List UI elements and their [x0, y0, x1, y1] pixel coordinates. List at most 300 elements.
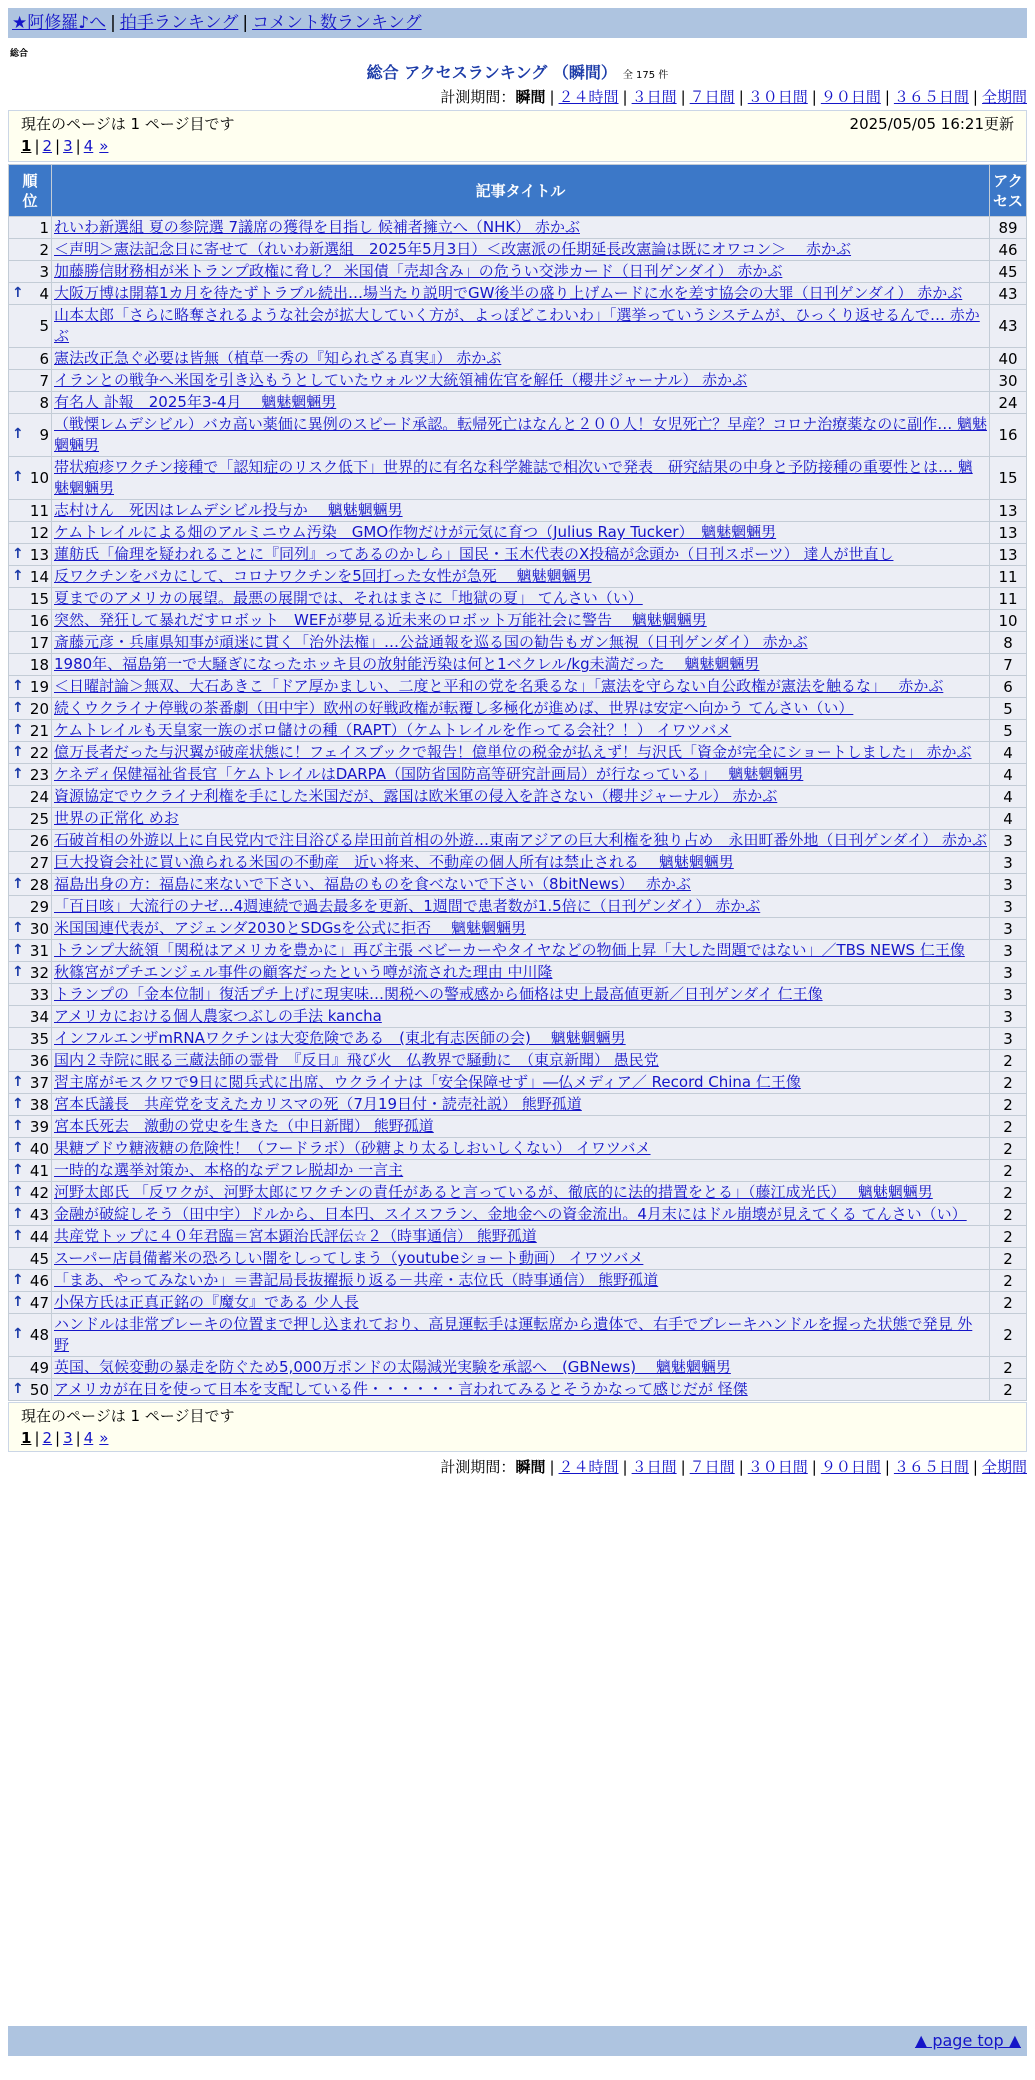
period-option[interactable]: ３０日間 — [747, 1458, 808, 1476]
access-count: 2 — [990, 1292, 1027, 1314]
title-cell — [52, 940, 990, 962]
article-link[interactable]: 有名人 訃報 2025年3-4月 魑魅魍魎男 — [54, 393, 337, 411]
next-page-link[interactable]: » — [99, 1429, 109, 1447]
access-count: 43 — [990, 283, 1027, 305]
article-link[interactable]: 「百日咳」大流行のナゼ…4週連続で過去最多を更新、1週間で患者数が1.5倍に（日刊ゲンダイ） 赤かぶ — [54, 897, 761, 915]
title-cell — [52, 698, 990, 720]
rank-up-arrow-icon: ↑ — [12, 1139, 24, 1156]
rank-cell — [9, 1006, 52, 1028]
rank-up-arrow-icon: ↑ — [12, 1227, 24, 1244]
article-link[interactable]: 憲法改正急ぐ必要は皆無（植草一秀の『知られざる真実』） 赤かぶ — [54, 349, 502, 367]
page-link[interactable]: 3 — [63, 1429, 73, 1447]
article-link[interactable]: 河野太郎氏 「反ワクが、河野太郎にワクチンの責任があると言っているが、徹底的に法的措置をとる」（藤江成光氏） 魑魅魍魎男 — [54, 1183, 933, 1201]
table-row — [9, 544, 1027, 566]
article-link[interactable]: 反ワクチンをバカにして、コロナワクチンを5回打った女性が急死 魑魅魍魎男 — [54, 567, 592, 585]
rank-number: 16 — [29, 611, 49, 630]
article-link[interactable]: 続くウクライナ停戦の茶番劇（田中宇）欧州の好戦政権が転覆し多極化が進めば、世界は安定へ向かう てんさい（い） — [54, 699, 854, 717]
period-option[interactable]: ３６５日間 — [893, 1458, 969, 1476]
article-link[interactable]: 小保方氏は正真正銘の『魔女』である 少人長 — [54, 1293, 359, 1311]
title-cell — [52, 566, 990, 588]
title-cell — [52, 1292, 990, 1314]
article-link[interactable]: 山本太郎「さらに略奪されるような社会が拡大していく方が、よっぽどこわいわ」「選挙っていうシステムが、ひっくり返せるんで… 赤かぶ — [54, 306, 980, 345]
title-cell — [52, 1138, 990, 1160]
period-option[interactable]: ２４時間 — [558, 88, 619, 106]
rank-number: 24 — [29, 787, 49, 806]
rank-number: 23 — [29, 765, 49, 784]
access-count: 3 — [990, 962, 1027, 984]
title-cell — [52, 1226, 990, 1248]
pagination: 1 | 2 | 3 | 4 » — [21, 137, 109, 155]
rank-cell — [9, 984, 52, 1006]
table-row — [9, 1160, 1027, 1182]
rank-cell — [9, 962, 52, 984]
rank-number: 15 — [29, 589, 49, 608]
article-link[interactable]: 蓮舫氏「倫理を疑われることに『同列』ってあるのかしら」国民・玉木代表のX投稿が念頭か（日刊スポーツ） 達人が世直し — [54, 545, 894, 563]
table-row — [9, 984, 1027, 1006]
access-count: 3 — [990, 1006, 1027, 1028]
access-count: 2 — [990, 1204, 1027, 1226]
rank-cell — [9, 1314, 52, 1357]
table-row — [9, 1292, 1027, 1314]
title-cell — [52, 370, 990, 392]
current-page: 1 — [21, 1429, 32, 1447]
rank-number: 36 — [29, 1051, 49, 1070]
rank-number: 46 — [29, 1271, 49, 1290]
title-cell — [52, 348, 990, 370]
title-cell — [52, 588, 990, 610]
access-count: 4 — [990, 764, 1027, 786]
access-count: 2 — [990, 1072, 1027, 1094]
rank-cell — [9, 370, 52, 392]
table-row — [9, 1006, 1027, 1028]
article-link[interactable]: 「まあ、やってみないか」＝書記局長抜擢振り返る－共産・志位氏（時事通信） 熊野孤道 — [54, 1271, 659, 1289]
article-link[interactable]: 夏までのアメリカの展望。最悪の展開では、それはまさに「地獄の夏」 てんさい（い） — [54, 589, 643, 607]
table-row — [9, 305, 1027, 348]
rank-cell — [9, 217, 52, 239]
access-count: 8 — [990, 632, 1027, 654]
current-page: 1 — [21, 137, 32, 155]
title-cell — [52, 962, 990, 984]
access-count: 4 — [990, 742, 1027, 764]
rank-number: 26 — [29, 831, 49, 850]
rank-cell — [9, 1116, 52, 1138]
title-cell — [52, 830, 990, 852]
rank-up-arrow-icon: ↑ — [12, 1205, 24, 1222]
rank-number: 12 — [29, 523, 49, 542]
rank-number: 21 — [29, 721, 49, 740]
table-row — [9, 896, 1027, 918]
article-link[interactable]: 加藤勝信財務相が米トランプ政権に脅し？ 米国債「売却含み」の危うい交渉カード（日刊ゲンダイ） 赤かぶ — [54, 262, 783, 280]
title-cell — [52, 1182, 990, 1204]
title-cell — [52, 414, 990, 457]
access-count: 2 — [990, 1270, 1027, 1292]
rank-cell — [9, 676, 52, 698]
article-link[interactable]: 世界の正常化 めお — [54, 809, 179, 827]
rank-cell — [9, 918, 52, 940]
access-count: 3 — [990, 984, 1027, 1006]
rank-up-arrow-icon: ↑ — [12, 1326, 24, 1342]
table-row — [9, 1138, 1027, 1160]
rank-cell — [9, 348, 52, 370]
rank-number: 11 — [29, 501, 49, 520]
rank-up-arrow-icon: ↑ — [12, 469, 24, 485]
rank-cell — [9, 283, 52, 305]
rank-cell — [9, 1094, 52, 1116]
title-cell — [52, 1357, 990, 1379]
footer-bar — [8, 2026, 1027, 2056]
article-link[interactable]: 宮本氏死去 激動の党史を生きた（中日新聞） 熊野孤道 — [54, 1117, 434, 1135]
access-count: 15 — [990, 457, 1027, 500]
rank-number: 20 — [29, 699, 49, 718]
title-cell — [52, 1094, 990, 1116]
table-row — [9, 1116, 1027, 1138]
rank-number: 27 — [29, 853, 49, 872]
rank-up-arrow-icon: ↑ — [12, 284, 24, 301]
table-row — [9, 1226, 1027, 1248]
rank-up-arrow-icon: ↑ — [12, 426, 24, 442]
article-link[interactable]: （戦慄レムデシビル）バカ高い薬価に異例のスピード承認。転帰死亡はなんと２００人！女児死亡？早産？コロナ治療薬なのに副作… 魑魅魍魎男 — [54, 415, 987, 454]
page-link[interactable]: 4 — [83, 1429, 94, 1447]
rank-up-arrow-icon: ↑ — [12, 1117, 24, 1134]
table-row — [9, 217, 1027, 239]
title-cell — [52, 1314, 990, 1357]
period-option[interactable]: ３日間 — [631, 88, 677, 106]
table-row — [9, 940, 1027, 962]
rank-cell — [9, 874, 52, 896]
rank-number: 17 — [29, 633, 49, 652]
article-link[interactable]: アメリカにおける個人農家つぶしの手法 kancha — [54, 1007, 382, 1025]
title-cell — [52, 305, 990, 348]
article-link[interactable]: 大阪万博は開幕1カ月を待たずトラブル続出…場当たり説明でGW後半の盛り上げムードに水を差す協会の大罪（日刊ゲンダイ） 赤かぶ — [54, 284, 963, 302]
table-row — [9, 239, 1027, 261]
rank-number: 14 — [29, 567, 49, 586]
access-count: 43 — [990, 305, 1027, 348]
article-link[interactable]: 英国、気候変動の暴走を防ぐため5,000万ポンドの太陽減光実験を承認へ (GBNews) 魑魅魍魎男 — [54, 1358, 731, 1376]
title-cell — [52, 984, 990, 1006]
access-count: 3 — [990, 940, 1027, 962]
rank-cell — [9, 522, 52, 544]
table-row — [9, 962, 1027, 984]
rank-up-arrow-icon: ↑ — [12, 545, 24, 562]
page-link[interactable]: 4 — [83, 137, 94, 155]
access-count: 5 — [990, 720, 1027, 742]
period-option[interactable]: ９０日間 — [820, 88, 881, 106]
article-link[interactable]: アメリカが在日を使って日本を支配している件・・・・・・言われてみるとそうかなって感じだが 怪傑 — [54, 1380, 748, 1398]
rank-cell — [9, 588, 52, 610]
access-count: 4 — [990, 786, 1027, 808]
article-link[interactable]: 突然、発狂して暴れだすロボット WEFが夢見る近未来のロボット万能社会に警告 魑魅魍魎男 — [54, 611, 707, 629]
article-link[interactable]: 共産党トップに４０年君臨＝宮本顕治氏評伝☆２（時事通信） 熊野孤道 — [54, 1227, 537, 1245]
article-link[interactable]: ハンドルは非常ブレーキの位置まで押し込まれており、高見運転手は運転席から遺体で、右手でブレーキハンドルを握った状態で発見 外野 — [54, 1315, 973, 1354]
title-cell — [52, 239, 990, 261]
page-link[interactable]: 3 — [63, 137, 73, 155]
rank-up-arrow-icon: ↑ — [12, 721, 24, 738]
item-count: 全 175 件 — [622, 70, 669, 81]
table-row — [9, 852, 1027, 874]
rank-number: 25 — [29, 809, 49, 828]
rank-cell — [9, 1357, 52, 1379]
access-column-header: アクセス — [990, 165, 1027, 217]
access-count: 2 — [990, 1138, 1027, 1160]
rank-up-arrow-icon: ↑ — [12, 1073, 24, 1090]
rank-cell — [9, 305, 52, 348]
article-link[interactable]: トランプ大統領「関税はアメリカを豊かに」再び主張 ベビーカーやタイヤなどの物価上昇「大した問題ではない」／TBS NEWS 仁王像 — [54, 941, 965, 959]
access-count: 24 — [990, 392, 1027, 414]
rank-number: 2 — [39, 240, 49, 259]
rank-number: 1 — [39, 218, 49, 237]
title-cell — [52, 500, 990, 522]
article-link[interactable]: 斎藤元彦・兵庫県知事が頑迷に貫く「治外法権」…公益通報を巡る国の勧告もガン無視（日刊ゲンダイ） 赤かぶ — [54, 633, 808, 651]
title-cell — [52, 632, 990, 654]
article-link[interactable]: 果糖ブドウ糖液糖の危険性！（フードラボ）（砂糖より太るしおいしくない） イワツバメ — [54, 1139, 651, 1157]
article-link[interactable]: 志村けん 死因はレムデシビル投与か 魑魅魍魎男 — [54, 501, 403, 519]
article-link[interactable]: 1980年、福島第一で大騒ぎになったホッキ貝の放射能汚染は何と1ベクレル/kg未満だった 魑魅魍魎男 — [54, 655, 760, 673]
article-link[interactable]: トランプの「金本位制」復活プチ上げに現実味…関税への警戒感から価格は史上最高値更新／日刊ゲンダイ 仁王像 — [54, 985, 823, 1003]
rank-up-arrow-icon: ↑ — [12, 1095, 24, 1112]
article-link[interactable]: ケムトレイルも天皇家一族のボロ儲けの種（RAPT）（ケムトレイルを作ってる会社？！） イワツバメ — [54, 721, 732, 739]
title-cell — [52, 742, 990, 764]
table-row — [9, 720, 1027, 742]
table-row — [9, 261, 1027, 283]
table-row — [9, 522, 1027, 544]
rank-up-arrow-icon: ↑ — [12, 919, 24, 936]
article-link[interactable]: スーパー店員備蓄米の恐ろしい闇をしってしまう（youtubeショート動画） イワツバメ — [54, 1249, 644, 1267]
title-cell — [52, 1248, 990, 1270]
comment-ranking-link[interactable]: コメント数ランキング — [252, 13, 422, 33]
access-count: 2 — [990, 1357, 1027, 1379]
rank-up-arrow-icon: ↑ — [12, 1183, 24, 1200]
rank-up-arrow-icon: ↑ — [12, 963, 24, 980]
rank-cell — [9, 544, 52, 566]
table-row — [9, 786, 1027, 808]
section-label: 総合 — [10, 49, 29, 59]
ranking-title: 総合 アクセスランキング （瞬間） — [366, 63, 617, 82]
page-top-link[interactable]: ▲ page top ▲ — [914, 2031, 1021, 2050]
rank-cell — [9, 1204, 52, 1226]
table-row — [9, 1094, 1027, 1116]
rank-number: 49 — [29, 1358, 49, 1377]
title-cell — [52, 610, 990, 632]
article-link[interactable]: れいわ新選組 夏の参院選 7議席の獲得を目指し 候補者擁立へ（NHK） 赤かぶ — [54, 218, 580, 236]
table-row — [9, 1072, 1027, 1094]
table-row — [9, 1182, 1027, 1204]
table-row — [9, 808, 1027, 830]
access-count: 16 — [990, 414, 1027, 457]
period-selector-top: 計測期間：瞬間 | ２４時間 | ３日間 | ７日間 | ３０日間 | ９０日間 | ３６５日間 | 全期間 — [440, 88, 1027, 106]
access-count: 3 — [990, 896, 1027, 918]
article-link[interactable]: 巨大投資会社に買い漁られる米国の不動産 近い将来、不動産の個人所有は禁止される 魑魅魍魎男 — [54, 853, 734, 871]
article-link[interactable]: 宮本氏議長 共産党を支えたカリスマの死（7月19日付・読売社説） 熊野孤道 — [54, 1095, 582, 1113]
period-option[interactable]: ３０日間 — [747, 88, 808, 106]
article-link[interactable]: 米国国連代表が、アジェンダ2030とSDGsを公式に拒否 魑魅魍魎男 — [54, 919, 526, 937]
title-cell — [52, 786, 990, 808]
rank-up-arrow-icon: ↑ — [12, 1293, 24, 1310]
title-cell — [52, 720, 990, 742]
table-row — [9, 348, 1027, 370]
rank-cell — [9, 457, 52, 500]
title-cell — [52, 217, 990, 239]
title-cell — [52, 1270, 990, 1292]
rank-number: 34 — [29, 1007, 49, 1026]
table-row — [9, 566, 1027, 588]
rank-number: 42 — [29, 1183, 49, 1202]
title-cell — [52, 852, 990, 874]
rank-number: 40 — [29, 1139, 49, 1158]
article-link[interactable]: 一時的な選挙対策か、本格的なデフレ脱却か 一言主 — [54, 1161, 404, 1179]
rank-column-header: 順位 — [9, 165, 52, 217]
rank-cell — [9, 896, 52, 918]
access-count: 2 — [990, 1182, 1027, 1204]
rank-number: 38 — [29, 1095, 49, 1114]
rank-number: 45 — [29, 1249, 49, 1268]
title-column-header: 記事タイトル — [52, 165, 990, 217]
title-cell — [52, 1379, 990, 1401]
access-count: 6 — [990, 676, 1027, 698]
rank-number: 18 — [29, 655, 49, 674]
title-cell — [52, 1160, 990, 1182]
article-link[interactable]: ケネディ保健福祉省長官「ケムトレイルはDARPA（国防省国防高等研究計画局）が行なっている」 魑魅魍魎男 — [54, 765, 804, 783]
rank-cell — [9, 566, 52, 588]
period-option[interactable]: ２４時間 — [558, 1458, 619, 1476]
title-cell — [52, 1050, 990, 1072]
access-count: 45 — [990, 261, 1027, 283]
access-count: 4 — [990, 808, 1027, 830]
update-timestamp: 2025/05/05 16:21更新 — [849, 115, 1014, 133]
article-link[interactable]: 福島出身の方：福島に来ないで下さい、福島のものを食べないで下さい（8bitNews） 赤かぶ — [54, 875, 691, 893]
pagination: 1 | 2 | 3 | 4 » — [21, 1429, 109, 1447]
rank-cell — [9, 1182, 52, 1204]
rank-cell — [9, 1028, 52, 1050]
rank-up-arrow-icon: ↑ — [12, 677, 24, 694]
table-row — [9, 874, 1027, 896]
rank-cell — [9, 261, 52, 283]
title-cell — [52, 896, 990, 918]
article-link[interactable]: 帯状疱疹ワクチン接種で「認知症のリスク低下」世界的に有名な科学雑誌で相次いで発表 研究結果の中身と予防接種の重要性とは… 魑魅魍魎男 — [54, 458, 973, 497]
access-count: 2 — [990, 1160, 1027, 1182]
table-row — [9, 632, 1027, 654]
rank-up-arrow-icon: ↑ — [12, 1271, 24, 1288]
table-row — [9, 1028, 1027, 1050]
title-cell — [52, 676, 990, 698]
rank-cell — [9, 1050, 52, 1072]
rank-cell — [9, 830, 52, 852]
rank-number: 39 — [29, 1117, 49, 1136]
title-cell — [52, 261, 990, 283]
access-count: 11 — [990, 566, 1027, 588]
rank-number: 37 — [29, 1073, 49, 1092]
title-cell — [52, 1028, 990, 1050]
access-count: 2 — [990, 1050, 1027, 1072]
rank-number: 47 — [29, 1293, 49, 1312]
period-option[interactable]: 全期間 — [981, 88, 1027, 106]
rank-cell — [9, 940, 52, 962]
article-link[interactable]: ＜日曜討論＞無双、大石あきこ「ドア厚かましい、二度と平和の党を名乗るな」「憲法を守らない自公政権が憲法を触るな」 赤かぶ — [54, 677, 944, 695]
access-count: 10 — [990, 610, 1027, 632]
rank-cell — [9, 1072, 52, 1094]
rank-cell — [9, 1248, 52, 1270]
rank-up-arrow-icon: ↑ — [12, 875, 24, 892]
period-option[interactable]: ３日間 — [631, 1458, 677, 1476]
applause-ranking-link[interactable]: 拍手ランキング — [119, 13, 239, 33]
access-count: 3 — [990, 874, 1027, 896]
article-link[interactable]: 秋篠宮がプチエンジェル事件の顧客だったという噂が流された理由 中川隆 — [54, 963, 553, 981]
article-link[interactable]: インフルエンザmRNAワクチンは大変危険である (東北有志医師の会) 魑魅魍魎男 — [54, 1029, 626, 1047]
period-label: 計測期間： — [440, 88, 516, 106]
rank-number: 41 — [29, 1161, 49, 1180]
rank-number: 9 — [39, 426, 49, 444]
access-count: 3 — [990, 830, 1027, 852]
title-cell — [52, 874, 990, 896]
rank-number: 32 — [29, 963, 49, 982]
rank-number: 19 — [29, 677, 49, 696]
table-row — [9, 1050, 1027, 1072]
article-link[interactable]: 習主席がモスクワで9日に閲兵式に出席、ウクライナは「安全保障せず」―仏メディア／ Record China 仁王像 — [54, 1073, 801, 1091]
article-link[interactable]: ケムトレイルによる畑のアルミニウム汚染 GMO作物だけが元気に育つ（Julius Ray Tucker） 魑魅魍魎男 — [54, 523, 777, 541]
table-row — [9, 654, 1027, 676]
article-link[interactable]: イランとの戦争へ米国を引き込もうとしていたウォルツ大統領補佐官を解任（櫻井ジャーナル） 赤かぶ — [54, 371, 748, 389]
page-title — [0, 60, 1035, 83]
table-row — [9, 1379, 1027, 1401]
rank-cell — [9, 1292, 52, 1314]
page-link[interactable]: 2 — [42, 137, 53, 155]
rank-number: 3 — [39, 262, 49, 281]
home-link[interactable]: ★阿修羅♪へ — [12, 13, 107, 33]
period-option[interactable]: 全期間 — [981, 1458, 1027, 1476]
next-page-link[interactable]: » — [99, 137, 109, 155]
table-row — [9, 457, 1027, 500]
period-option[interactable]: ７日間 — [689, 1458, 735, 1476]
rank-number: 33 — [29, 985, 49, 1004]
rank-number: 4 — [39, 284, 49, 303]
title-cell — [52, 522, 990, 544]
rank-up-arrow-icon: ↑ — [12, 1161, 24, 1178]
rank-number: 48 — [29, 1326, 49, 1344]
access-count: 2 — [990, 1226, 1027, 1248]
article-link[interactable]: 石破首相の外遊以上に自民党内で注目浴びる岸田前首相の外遊…東南アジアの巨大利権を独り占め 永田町番外地（日刊ゲンダイ） 赤かぶ — [54, 831, 987, 849]
rank-cell — [9, 852, 52, 874]
article-link[interactable]: 資源協定でウクライナ利権を手にした米国だが、露国は欧米軍の侵入を許さない（櫻井ジャーナル） 赤かぶ — [54, 787, 778, 805]
rank-up-arrow-icon: ↑ — [12, 765, 24, 782]
rank-number: 31 — [29, 941, 49, 960]
table-row — [9, 764, 1027, 786]
period-option[interactable]: ９０日間 — [820, 1458, 881, 1476]
rank-number: 43 — [29, 1205, 49, 1224]
rank-cell — [9, 414, 52, 457]
access-count: 30 — [990, 370, 1027, 392]
article-link[interactable]: 金融が破綻しそう（田中宇）ドルから、日本円、スイスフラン、金地金への資金流出。4月末にはドル崩壊が見えてくる てんさい（い） — [54, 1205, 967, 1223]
access-count: 7 — [990, 654, 1027, 676]
period-option[interactable]: ３６５日間 — [893, 88, 969, 106]
rank-number: 35 — [29, 1029, 49, 1048]
title-cell — [52, 544, 990, 566]
access-count: 13 — [990, 544, 1027, 566]
rank-cell — [9, 1160, 52, 1182]
article-link[interactable]: 億万長者だった与沢翼が破産状態に！フェイスブックで報告！億単位の税金が払えず！与沢氏「資金が完全にショートしました」 赤かぶ — [54, 743, 972, 761]
page-status: 現在のページは 1 ページ目です — [21, 1407, 235, 1425]
page-link[interactable]: 2 — [42, 1429, 53, 1447]
table-row — [9, 918, 1027, 940]
rank-cell — [9, 500, 52, 522]
rank-number: 8 — [39, 393, 49, 412]
article-link[interactable]: ＜声明＞憲法記念日に寄せて（れいわ新選組 2025年5月3日）＜改憲派の任期延長改憲論は既にオワコン＞ 赤かぶ — [54, 240, 852, 258]
rank-up-arrow-icon: ↑ — [12, 699, 24, 716]
rank-number: 50 — [29, 1380, 49, 1399]
access-count: 3 — [990, 852, 1027, 874]
table-row — [9, 414, 1027, 457]
article-link[interactable]: 国内２寺院に眠る三蔵法師の霊骨 『反日』飛び火 仏教界で騒動に （東京新聞） 愚民党 — [54, 1051, 659, 1069]
title-cell — [52, 808, 990, 830]
period-option[interactable]: ７日間 — [689, 88, 735, 106]
